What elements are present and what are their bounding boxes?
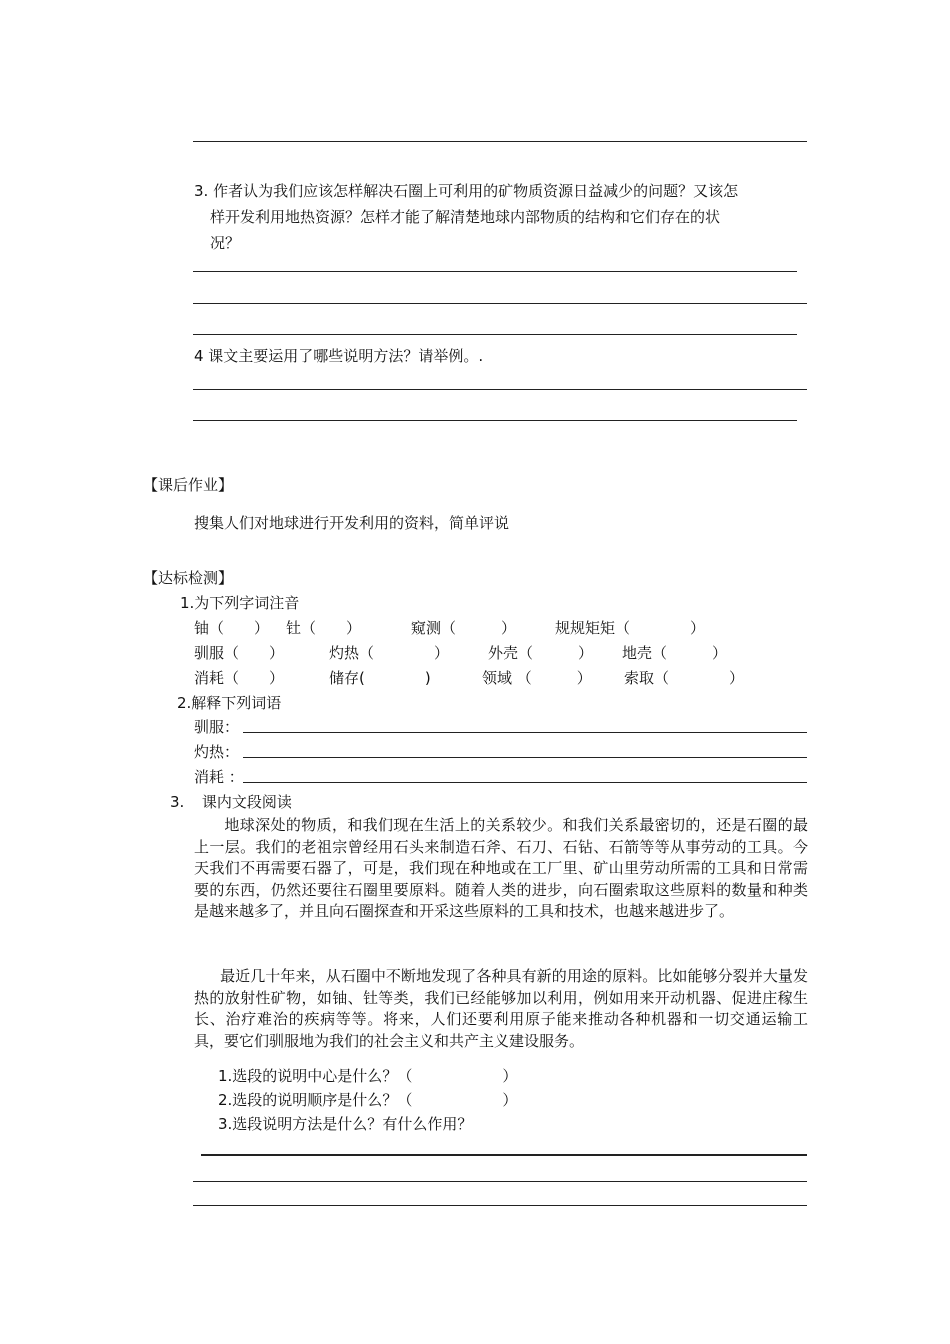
answer-line[interactable] (193, 141, 807, 142)
explain-word-label: 灼热： (194, 743, 240, 761)
pinyin-section-title: 1.为下列字词注音 (180, 594, 300, 612)
reading-paragraph-1-text: 地球深处的物质，和我们现在生活上的关系较少。和我们关系最密切的，还是石圈的最上一层。我们的老祖宗曾经用石头来制造石斧、石刀、石钻、石箭等等从事劳动的工具。今天我们不再需要石器了，可是，我们现在种地或在工厂里、矿山里劳动所需的工具和日常需要的东西，仍然还要往石圈里要原料。随着人类的进步，向石圈索取这些原料的数量和种类是越来越多了，并且向石圈探查和开采这些原料的工具和技术，也越来越进步了。 (194, 816, 808, 920)
reading-section-number: 3. (170, 793, 185, 811)
answer-line[interactable] (193, 420, 797, 421)
homework-text: 搜集人们对地球进行开发利用的资料，简单评说 (194, 514, 510, 532)
explain-word-label: 驯服： (194, 718, 240, 736)
question-3-text: 作者认为我们应该怎样解决石圈上可利用的矿物质资源日益减少的问题？又该怎 (213, 182, 739, 200)
reading-subquestion-1[interactable]: 1.选段的说明中心是什么？（ ） (218, 1067, 518, 1085)
reading-paragraph-1 (194, 815, 808, 923)
pinyin-item[interactable]: 窥测（ ） (411, 619, 517, 637)
answer-line[interactable] (193, 1205, 807, 1206)
question-4: 4 课文主要运用了哪些说明方法？请举例。. (194, 347, 484, 365)
question-3 (194, 180, 738, 201)
pinyin-item[interactable]: 外壳（ ） (488, 644, 594, 662)
answer-line[interactable] (193, 1181, 807, 1182)
pinyin-item[interactable]: 地壳（ ） (622, 644, 728, 662)
question-3-line2: 样开发利用地热资源？怎样才能了解清楚地球内部物质的结构和它们存在的状 (210, 208, 721, 226)
answer-line[interactable] (193, 334, 797, 335)
test-heading: 【达标检测】 (143, 569, 234, 587)
pinyin-item[interactable]: 驯服（ ） (194, 644, 285, 662)
answer-line[interactable] (193, 389, 807, 390)
pinyin-item[interactable]: 铀（ ） (194, 619, 270, 637)
answer-line[interactable] (243, 732, 807, 733)
pinyin-item[interactable]: 消耗（ ） (194, 669, 285, 687)
homework-heading: 【课后作业】 (143, 476, 234, 494)
explain-section-title: 2.解释下列词语 (177, 694, 282, 712)
pinyin-item[interactable]: 规规矩矩（ ） (555, 619, 706, 637)
answer-line[interactable] (243, 782, 807, 783)
reading-paragraph-2-text: 最近几十年来，从石圈中不断地发现了各种具有新的用途的原料。比如能够分裂并大量发热的放射性矿物，如铀、钍等类，我们已经能够加以利用，例如用来开动机器、促进庄稼生长、治疗难治的疾病等等。将来，人们还要利用原子能来推动各种机器和一切交通运输工具，要它们驯服地为我们的社会主义和共产主义建设服务。 (194, 967, 808, 1050)
answer-line[interactable] (243, 757, 807, 758)
reading-section-title (170, 791, 292, 812)
answer-line[interactable] (193, 271, 797, 272)
pinyin-item[interactable]: 钍（ ） (286, 619, 362, 637)
answer-line[interactable] (201, 1154, 807, 1156)
question-3-number: 3. (194, 182, 209, 200)
reading-paragraph-2 (194, 966, 808, 1052)
pinyin-item[interactable]: 储存( ) (329, 669, 431, 687)
question-3-line3: 况？ (210, 234, 241, 252)
pinyin-item[interactable]: 索取（ ） (624, 669, 745, 687)
pinyin-item[interactable]: 灼热（ ） (329, 644, 450, 662)
pinyin-item[interactable]: 领域 （ ） (482, 669, 592, 687)
explain-word-label: 消耗 ： (194, 768, 244, 786)
answer-line[interactable] (193, 303, 807, 304)
reading-subquestion-3: 3.选段说明方法是什么？有什么作用？ (218, 1115, 473, 1133)
reading-section-label: 课内文段阅读 (201, 793, 292, 811)
reading-subquestion-2[interactable]: 2.选段的说明顺序是什么？（ ） (218, 1091, 518, 1109)
